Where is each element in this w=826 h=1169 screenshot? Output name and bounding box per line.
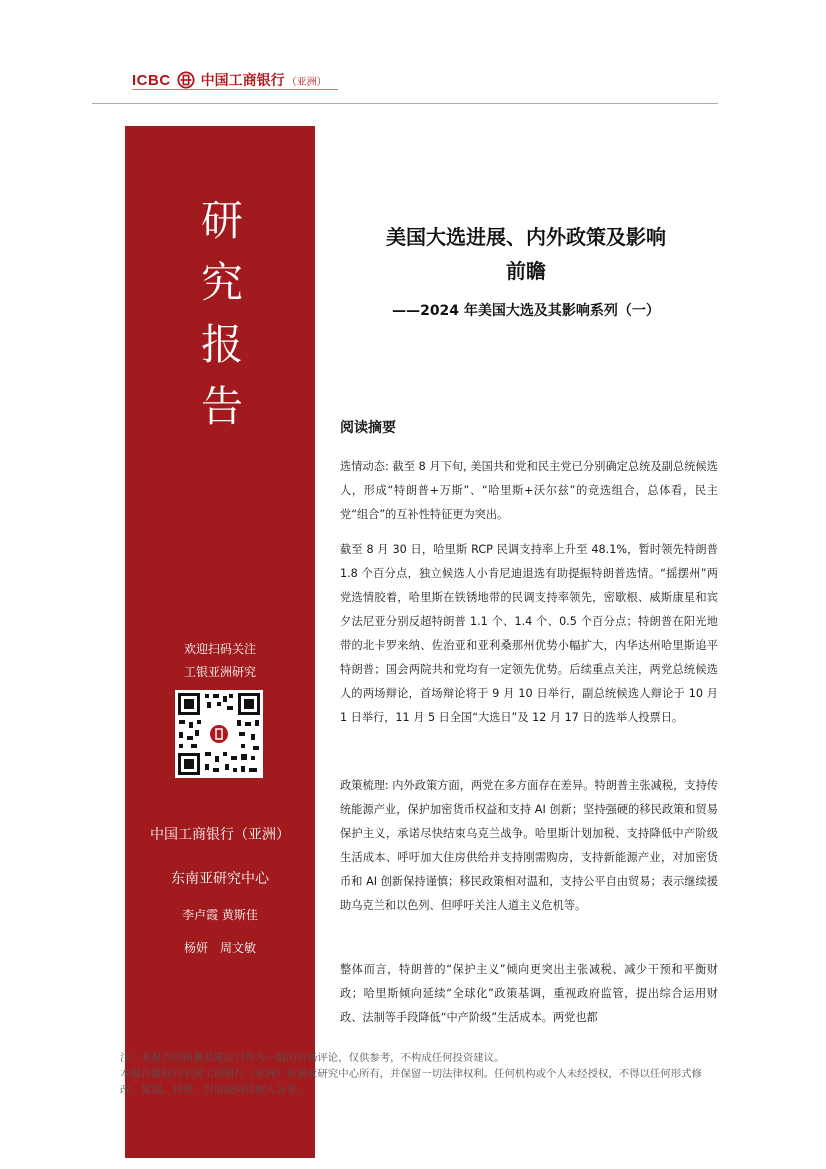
summary-paragraph: 政策梳理: 内外政策方面，两党在多方面存在差异。特朗普主张减税，支持传统能源产业，保护加密货币权益和支持 AI 创新；坚持强硬的移民政策和贸易保护主义，承诺尽快结束乌克兰战争。哈里斯计划加税、支持降低中产阶级生活成本、呼吁加大住房供给并支持刚需购房，支持新能源产业，对加密货币和 AI 创新保持谨慎；移民政策相对温和，支持公平自由贸易；表示继续援助乌克兰和以色列、但呼吁关注人道主义危机等。 bbox=[340, 779, 718, 912]
summary-paragraph: 选情动态: 截至 8 月下旬, 美国共和党和民主党已分别确定总统及副总统候选人，形成“特朗普+万斯”、“哈里斯+沃尔兹”的竞选组合，总体看，民主党“组合”的互补性特征更为突出。 bbox=[340, 460, 718, 521]
disclaimer-line1: 注：本报告的预测及建议只作为一般的市场评论，仅供参考，不构成任何投资建议。 bbox=[120, 1052, 505, 1064]
report-title-line2: 前瞻 bbox=[506, 259, 546, 283]
title-char: 报 bbox=[200, 320, 243, 369]
summary-heading: 阅读摘要 bbox=[340, 420, 396, 436]
research-center: 东南亚研究中心 bbox=[171, 871, 269, 887]
report-subtitle: ——2024 年美国大选及其影响系列（一） bbox=[392, 303, 660, 319]
header-underline bbox=[132, 89, 338, 90]
qr-caption-line1: 欢迎扫码关注 bbox=[183, 642, 256, 656]
brand-name: 中国工商银行 bbox=[200, 73, 285, 89]
qr-code[interactable] bbox=[175, 690, 263, 778]
disclaimer-footnote bbox=[120, 1050, 720, 1098]
title-char: 告 bbox=[200, 382, 243, 431]
header-divider bbox=[92, 103, 718, 104]
authors-line1: 李卢霞 黄斯佳 bbox=[182, 908, 258, 922]
summary-paragraph: 整体而言，特朗普的“保护主义”倾向更突出主张减税、减少干预和平衡财政；哈里斯倾向延续“全球化”政策基调，重视政府监管，提出综合运用财政、法制等手段降低“中产阶级”生活成本。两党也都 bbox=[340, 963, 718, 1024]
report-type-title bbox=[197, 190, 247, 438]
icbc-logo-icon bbox=[177, 71, 195, 89]
report-title bbox=[340, 220, 712, 288]
disclaimer-line2: 本报告版权归中国工商银行（亚洲）东南亚研究中心所有，并保留一切法律权利。任何机构或个人未经授权，不得以任何形式修改、复制、刊登、引用或向其他人分发。 bbox=[120, 1068, 702, 1096]
report-title-line1: 美国大选进展、内外政策及影响 bbox=[386, 225, 666, 249]
qr-code-icon bbox=[175, 690, 263, 778]
title-char: 究 bbox=[200, 258, 243, 307]
title-char: 研 bbox=[200, 196, 243, 245]
brand-latin-name: ICBC bbox=[132, 71, 171, 89]
qr-caption-line2: 工银亚洲研究 bbox=[183, 665, 256, 679]
brand-subname: （亚洲） bbox=[286, 76, 327, 88]
report-sidebar bbox=[125, 126, 315, 1158]
summary-paragraph: 截至 8 月 30 日，哈里斯 RCP 民调支持率上升至 48.1%，暂时领先特朗普 1.8 个百分点，独立候选人小肯尼迪退选有助提振特朗普选情。“摇摆州”两党选情胶着，哈里斯在铁锈地带的民调支持率领先，密歇根、威斯康星和宾夕法尼亚分别反超特朗普 1.1 个、1.4 个、0.5 个百分点；特朗普在阳光地带的北卡罗来纳、佐治亚和亚利桑那州优势小幅扩大，内华达州哈里斯追平特朗普；国会两院共和党均有一定领先优势。后续重点关注，两党总统候选人的两场辩论，首场辩论将于 9 月 10 日举行，副总统候选人辩论于 10 月 1 日举行，11 月 5 日全国“大选日”及 12 月 17 日的选举人投票日。 bbox=[340, 543, 718, 724]
org-name: 中国工商银行（亚洲） bbox=[150, 827, 290, 843]
authors-line2: 杨妍 周文敏 bbox=[183, 941, 256, 955]
